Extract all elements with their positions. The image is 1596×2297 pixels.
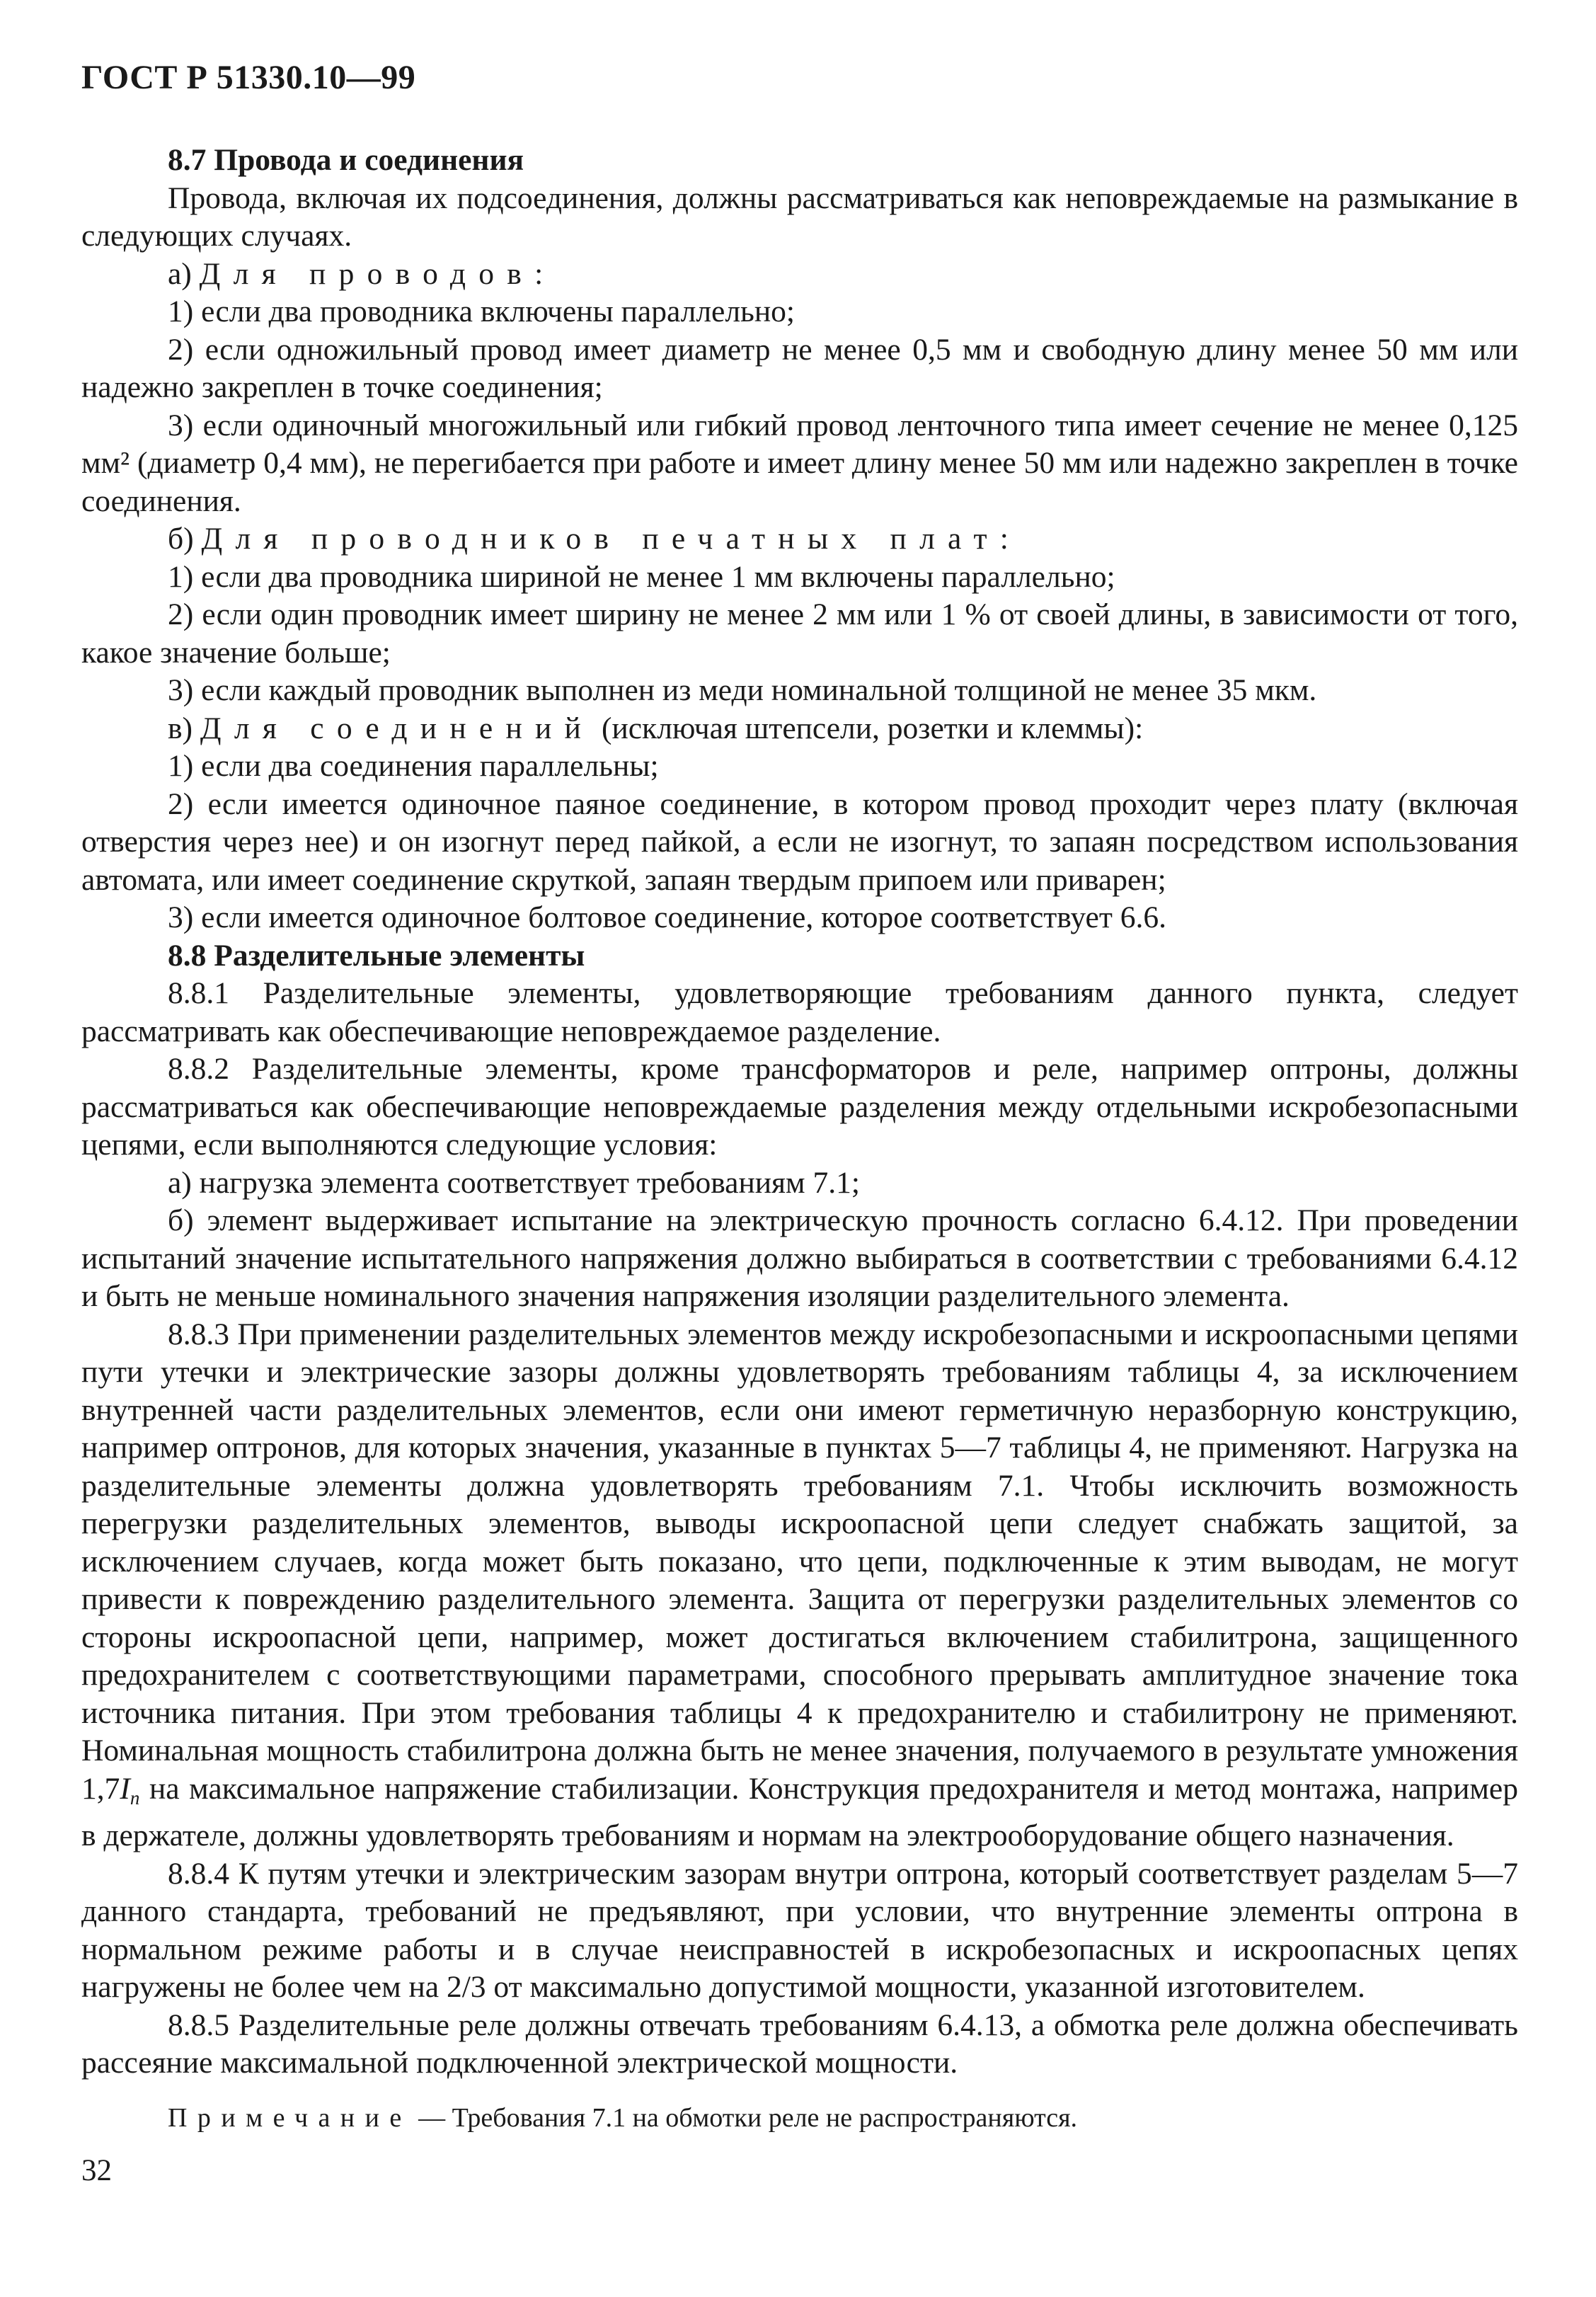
section-8-8-title: 8.8 Разделительные элементы bbox=[168, 938, 585, 973]
wires-label: Для проводов bbox=[199, 256, 535, 291]
pcb-subheading bbox=[81, 520, 1518, 559]
wires-item-2: 2) если одножильный провод имеет диаметр не менее 0,5 мм и свободную длину менее 50 мм или надежно закреплен в точке соединения; bbox=[81, 332, 1518, 404]
paragraph-8-8-3 bbox=[81, 1316, 1518, 1855]
paragraph-8-8-2: 8.8.2 Разделительные элементы, кроме трансформаторов и реле, например оптроны, должны рассматриваться как обеспечивающие неповреждаемые разделения между отдельными искробезопасными цепями, если выполняются следующие условия: bbox=[81, 1052, 1518, 1162]
wires-item-3: 3) если одиночный многожильный или гибкий провод ленточного типа имеет сечение не менее 0,125 мм² (диаметр 0,4 мм), не перегибается при работе и имеет длину менее 50 мм или надежно закреплен в точке соединения. bbox=[81, 408, 1518, 518]
page-number: 32 bbox=[81, 2154, 112, 2187]
joints-suffix: (исключая штепсели, розетки и клеммы): bbox=[594, 711, 1144, 745]
joints-subheading bbox=[81, 710, 1518, 748]
document-header: ГОСТ Р 51330.10—99 bbox=[81, 59, 416, 96]
paragraph-8-8-1: 8.8.1 Разделительные элементы, удовлетворяющие требованиям данного пункта, следует рассматривать как обеспечивающие неповреждаемое разделение. bbox=[81, 976, 1518, 1048]
wires-subheading bbox=[81, 256, 1518, 294]
joints-item-2: 2) если имеется одиночное паяное соединение, в котором провод проходит через плату (включая отверстия через нее) и он изогнут перед пайкой, а если не изогнут, то запаян посредством использования автомата, или имеет соединение скруткой, запаян твердым припоем или приварен; bbox=[81, 786, 1518, 897]
note-text: — Требования 7.1 на обмотки реле не распространяются. bbox=[411, 2102, 1078, 2133]
wires-prefix: а) bbox=[168, 256, 192, 291]
formula-variable: I bbox=[120, 1771, 130, 1806]
paragraph-8-8-5: 8.8.5 Разделительные реле должны отвечать требованиям 6.4.13, а обмотка реле должна обеспечивать рассеяние максимальной подключенной электрической мощности. bbox=[81, 2007, 1518, 2080]
paragraph-8-8-4: 8.8.4 К путям утечки и электрическим зазорам внутри оптрона, который соответствует разделам 5—7 данного стандарта, требований не предъявляют, при условии, что внутренние элементы оптрона в нормальном режиме работы и в случае неисправностей в искробезопасных и искроопасных цепях нагружены не более чем на 2/3 от максимально допустимой мощности, указанной изготовителем. bbox=[81, 1856, 1518, 2005]
paragraph-8-8-2-b: б) элемент выдерживает испытание на электрическую прочность согласно 6.4.12. При проведении испытаний значение испытательного напряжения должно выбираться в соответствии с требованиями 6.4.12 и быть не меньше номинального значения напряжения изоляции разделительного элемента. bbox=[81, 1203, 1518, 1313]
wires-item-1: 1) если два проводника включены параллельно; bbox=[168, 294, 796, 328]
pcb-item-1: 1) если два проводника шириной не менее 1 мм включены параллельно; bbox=[168, 559, 1115, 594]
section-8-7-title: 8.7 Провода и соединения bbox=[168, 143, 524, 177]
pcb-label: Для проводников печатных плат bbox=[201, 522, 1000, 556]
pcb-item-3: 3) если каждый проводник выполнен из меди номинальной толщиной не менее 35 мкм. bbox=[168, 673, 1317, 707]
document-body bbox=[81, 142, 1518, 2135]
paragraph-8-8-3-part1: 8.8.3 При применении разделительных элементов между искробезопасными и искроопасными цепями пути утечки и электрические зазоры должны удовлетворять требованиям таблицы 4, за исключением внутренней части разделительных элементов, если они имеют герметичную неразборную конструкцию, например оптронов, для которых значения, указанные в пунктах 5—7 таблицы 4, не применяют. Нагрузка на разделительные элементы должна удовлетворять требованиям 7.1. Чтобы исключить возможность перегрузки разделительных элементов, выводы искроопасной цепи следует снабжать защитой, за исключением случаев, когда может быть показано, что цепи, подключенные к этим выводам, не могут привести к повреждению разделительного элемента. Защита от перегрузки разделительных элементов со стороны искроопасной цепи, например, может достигаться включением стабилитрона, защищенного предохранителем с соответствующими параметрами, способного прерывать амплитудное значение тока источника питания. При этом требования таблицы 4 к предохранителю и стабилитрону не применяют. Номинальная мощность стабилитрона должна быть не менее значения, получаемого в результате умножения 1,7 bbox=[81, 1317, 1518, 1806]
note-label: Примечание bbox=[168, 2102, 412, 2133]
pcb-item-2: 2) если один проводник имеет ширину не менее 2 мм или 1 % от своей длины, в зависимости от того, какое значение больше; bbox=[81, 597, 1518, 670]
paragraph-8-8-2-a: а) нагрузка элемента соответствует требованиям 7.1; bbox=[168, 1165, 860, 1200]
wires-suffix: : bbox=[534, 256, 544, 291]
pcb-suffix: : bbox=[999, 522, 1009, 556]
paragraph-8-8-3-part2: на максимальное напряжение стабилизации. Конструкция предохранителя и метод монтажа, например в держателе, должны удовлетворять требованиям и нормам на электрооборудование общего назначения. bbox=[81, 1771, 1518, 1853]
section-8-7-intro: Провода, включая их подсоединения, должны рассматриваться как неповреждаемые на размыкание в следующих случаях. bbox=[81, 181, 1518, 253]
joints-prefix: в) bbox=[168, 711, 193, 745]
joints-item-3: 3) если имеется одиночное болтовое соединение, которое соответствует 6.6. bbox=[168, 900, 1166, 934]
pcb-prefix: б) bbox=[168, 522, 194, 556]
formula-subscript: п bbox=[130, 1787, 140, 1809]
joints-label: Для соединений bbox=[200, 711, 595, 745]
joints-item-1: 1) если два соединения параллельны; bbox=[168, 749, 659, 783]
note bbox=[81, 2101, 1518, 2135]
